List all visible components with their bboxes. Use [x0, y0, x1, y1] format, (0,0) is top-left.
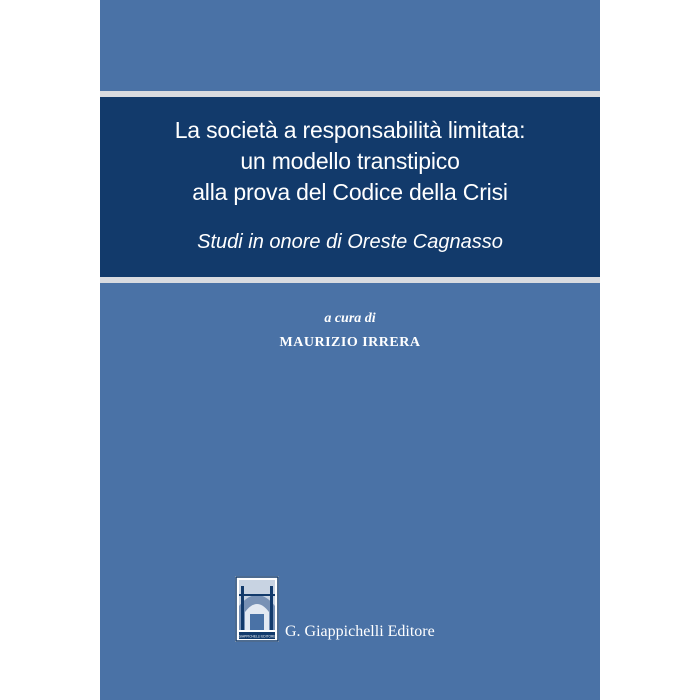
title-line-3: alla prova del Codice della Crisi	[192, 179, 508, 205]
publisher-logo-icon	[235, 576, 279, 642]
bottom-rule	[100, 277, 600, 283]
title-band	[100, 97, 600, 277]
logo-text: GIAPPICHELLI EDITORE	[238, 634, 276, 639]
curator-name: MAURIZIO IRRERA	[279, 335, 421, 350]
publisher-logo	[235, 576, 279, 642]
title-line-2: un modello transtipico	[240, 148, 460, 174]
book-subtitle: Studi in onore di Oreste Cagnasso	[197, 231, 503, 253]
title-line-1: La società a responsabilità limitata:	[174, 117, 526, 143]
curator-label: a cura di	[324, 311, 376, 326]
book-title	[100, 115, 600, 208]
book-cover	[100, 0, 600, 700]
publisher-name: G. Giappichelli Editore	[285, 623, 435, 640]
